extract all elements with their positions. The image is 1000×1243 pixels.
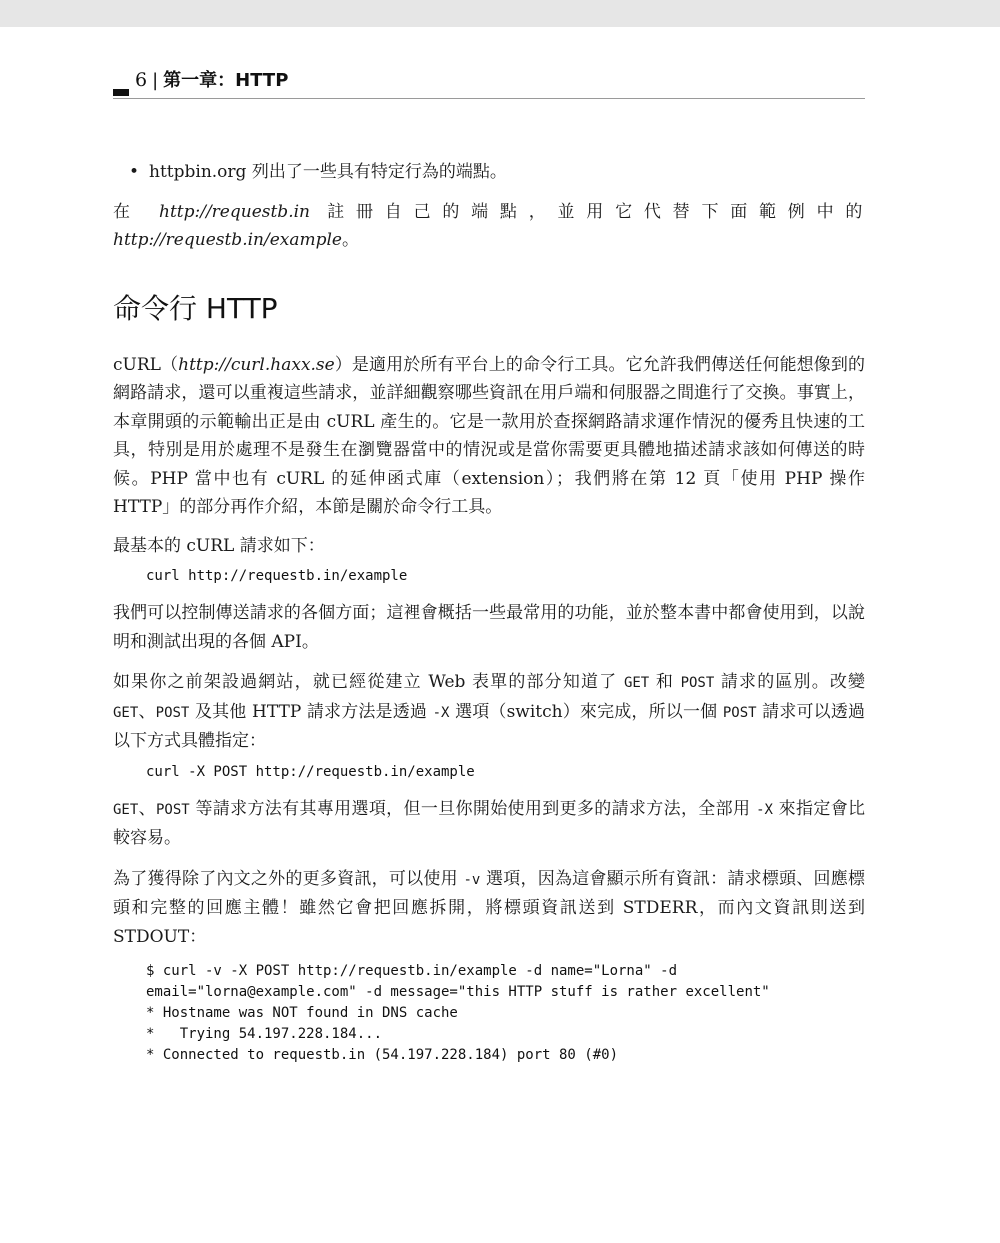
- p4-text-f: 選項（switch）來完成，所以一個: [455, 701, 718, 722]
- header-text: [135, 66, 288, 92]
- methods-paragraph: [113, 668, 865, 756]
- intro-text-3: 。: [342, 230, 362, 250]
- requestbin-example-link[interactable]: http://requestb.in/example: [113, 230, 342, 250]
- intro-text-2: 註冊自己的端點，並用它代替下面範例中的: [327, 201, 865, 222]
- p4-text-e: 及其他 HTTP 請求方法是透過: [194, 701, 428, 722]
- code-v-option: -v: [463, 871, 481, 888]
- bullet-text: httpbin.org 列出了一些具有特定行為的端點。: [149, 162, 507, 182]
- code-post-curl: curl -X POST http://requestb.in/example: [146, 763, 475, 780]
- p5-text-c: 來指定會比較容易。: [113, 798, 866, 848]
- p1-text-a: cURL（: [113, 354, 179, 375]
- code-get: GET: [113, 801, 139, 818]
- curl-site-link[interactable]: http://curl.haxx.se: [178, 354, 335, 375]
- bullet-item: [113, 158, 865, 187]
- basic-request-paragraph: 最基本的 cURL 請求如下：: [113, 535, 325, 556]
- code-x-option: -X: [756, 801, 773, 818]
- chapter-title: 第一章：HTTP: [163, 70, 289, 91]
- p6-text-a: 為了獲得除了內文之外的更多資訊，可以使用: [113, 868, 458, 889]
- top-margin-band: [0, 0, 1000, 27]
- p4-text-b: 和: [655, 672, 674, 692]
- page-body: [113, 158, 865, 1066]
- code-post: POST: [155, 704, 190, 721]
- bullet-icon: •: [129, 162, 140, 182]
- p5-text-a: 、: [138, 798, 156, 819]
- code-get: GET: [623, 675, 650, 691]
- p4-text-g: 請求可以透過以下方式具體指定：: [113, 701, 866, 751]
- code-post: POST: [722, 704, 757, 721]
- x-option-paragraph: [113, 795, 865, 853]
- options-paragraph: 我們可以控制傳送請求的各個方面；這裡會概括一些最常用的功能，並於整本書中都會使用到，以說明和測試出現的各個 API。: [113, 603, 865, 652]
- p4-text-c: 請求的區別。改變: [720, 672, 866, 692]
- verbose-paragraph: [113, 865, 865, 952]
- section-heading: 命令行 HTTP: [113, 291, 278, 325]
- requestbin-link[interactable]: http://requestb.in: [159, 201, 310, 222]
- header-marker: [113, 89, 129, 96]
- p6-text-b: 選項，因為這會顯示所有資訊：請求標頭、回應標頭和完整的回應主體！雖然它會把回應拆開，將標頭資訊送到 STDERR，而內文資訊則送到 STDOUT：: [113, 868, 866, 947]
- code-post: POST: [155, 801, 190, 818]
- p5-text-b: 等請求方法有其專用選項，但一旦你開始使用到更多的請求方法，全部用: [195, 798, 751, 819]
- code-basic-curl: curl http://requestb.in/example: [146, 568, 408, 584]
- p1-text-b: ）是適用於所有平台上的命令行工具。它允許我們傳送任何能想像到的網路請求，還可以重複這些請求，並詳細觀察哪些資訊在用戶端和伺服器之間進行了交換。事實上，本章開頭的示範輸出正是由 cURL 產生的。它是一款用於查探網路請求運作情況的優秀且快速的工具，特別是用於處理不是發生在瀏覽器當中的情況或是當你需要更具體地描述請求該如何傳送的時候。PHP 當中也有 cURL 的延伸函式庫（extension）；我們將在第 12 頁「使用 PHP 操作 HTTP」的部分再作介紹，本節是關於命令行工具。: [113, 354, 866, 517]
- code-post: POST: [680, 675, 715, 691]
- code-verbose-curl: $ curl -v -X POST http://requestb.in/example -d name="Lorna" -d email="lorna@example.com" -d message="this HTTP stuff is rather excellent" * Hostname was NOT found in DNS cache * Trying 54.197.228.184... * Connected to requestb.in (54.197.228.184) port 80 (#0): [146, 963, 770, 1063]
- running-header: [113, 64, 865, 99]
- page-number: 6: [135, 69, 148, 91]
- code-get: GET: [113, 704, 139, 721]
- header-separator: |: [152, 70, 159, 91]
- curl-intro-paragraph: [113, 351, 865, 522]
- p4-text-a: 如果你之前架設過網站，就已經從建立 Web 表單的部分知道了: [113, 672, 618, 692]
- intro-text-1: 在: [113, 201, 142, 222]
- intro-paragraph: [113, 198, 865, 255]
- code-x-option: -X: [432, 704, 450, 721]
- p4-text-d: 、: [138, 701, 156, 722]
